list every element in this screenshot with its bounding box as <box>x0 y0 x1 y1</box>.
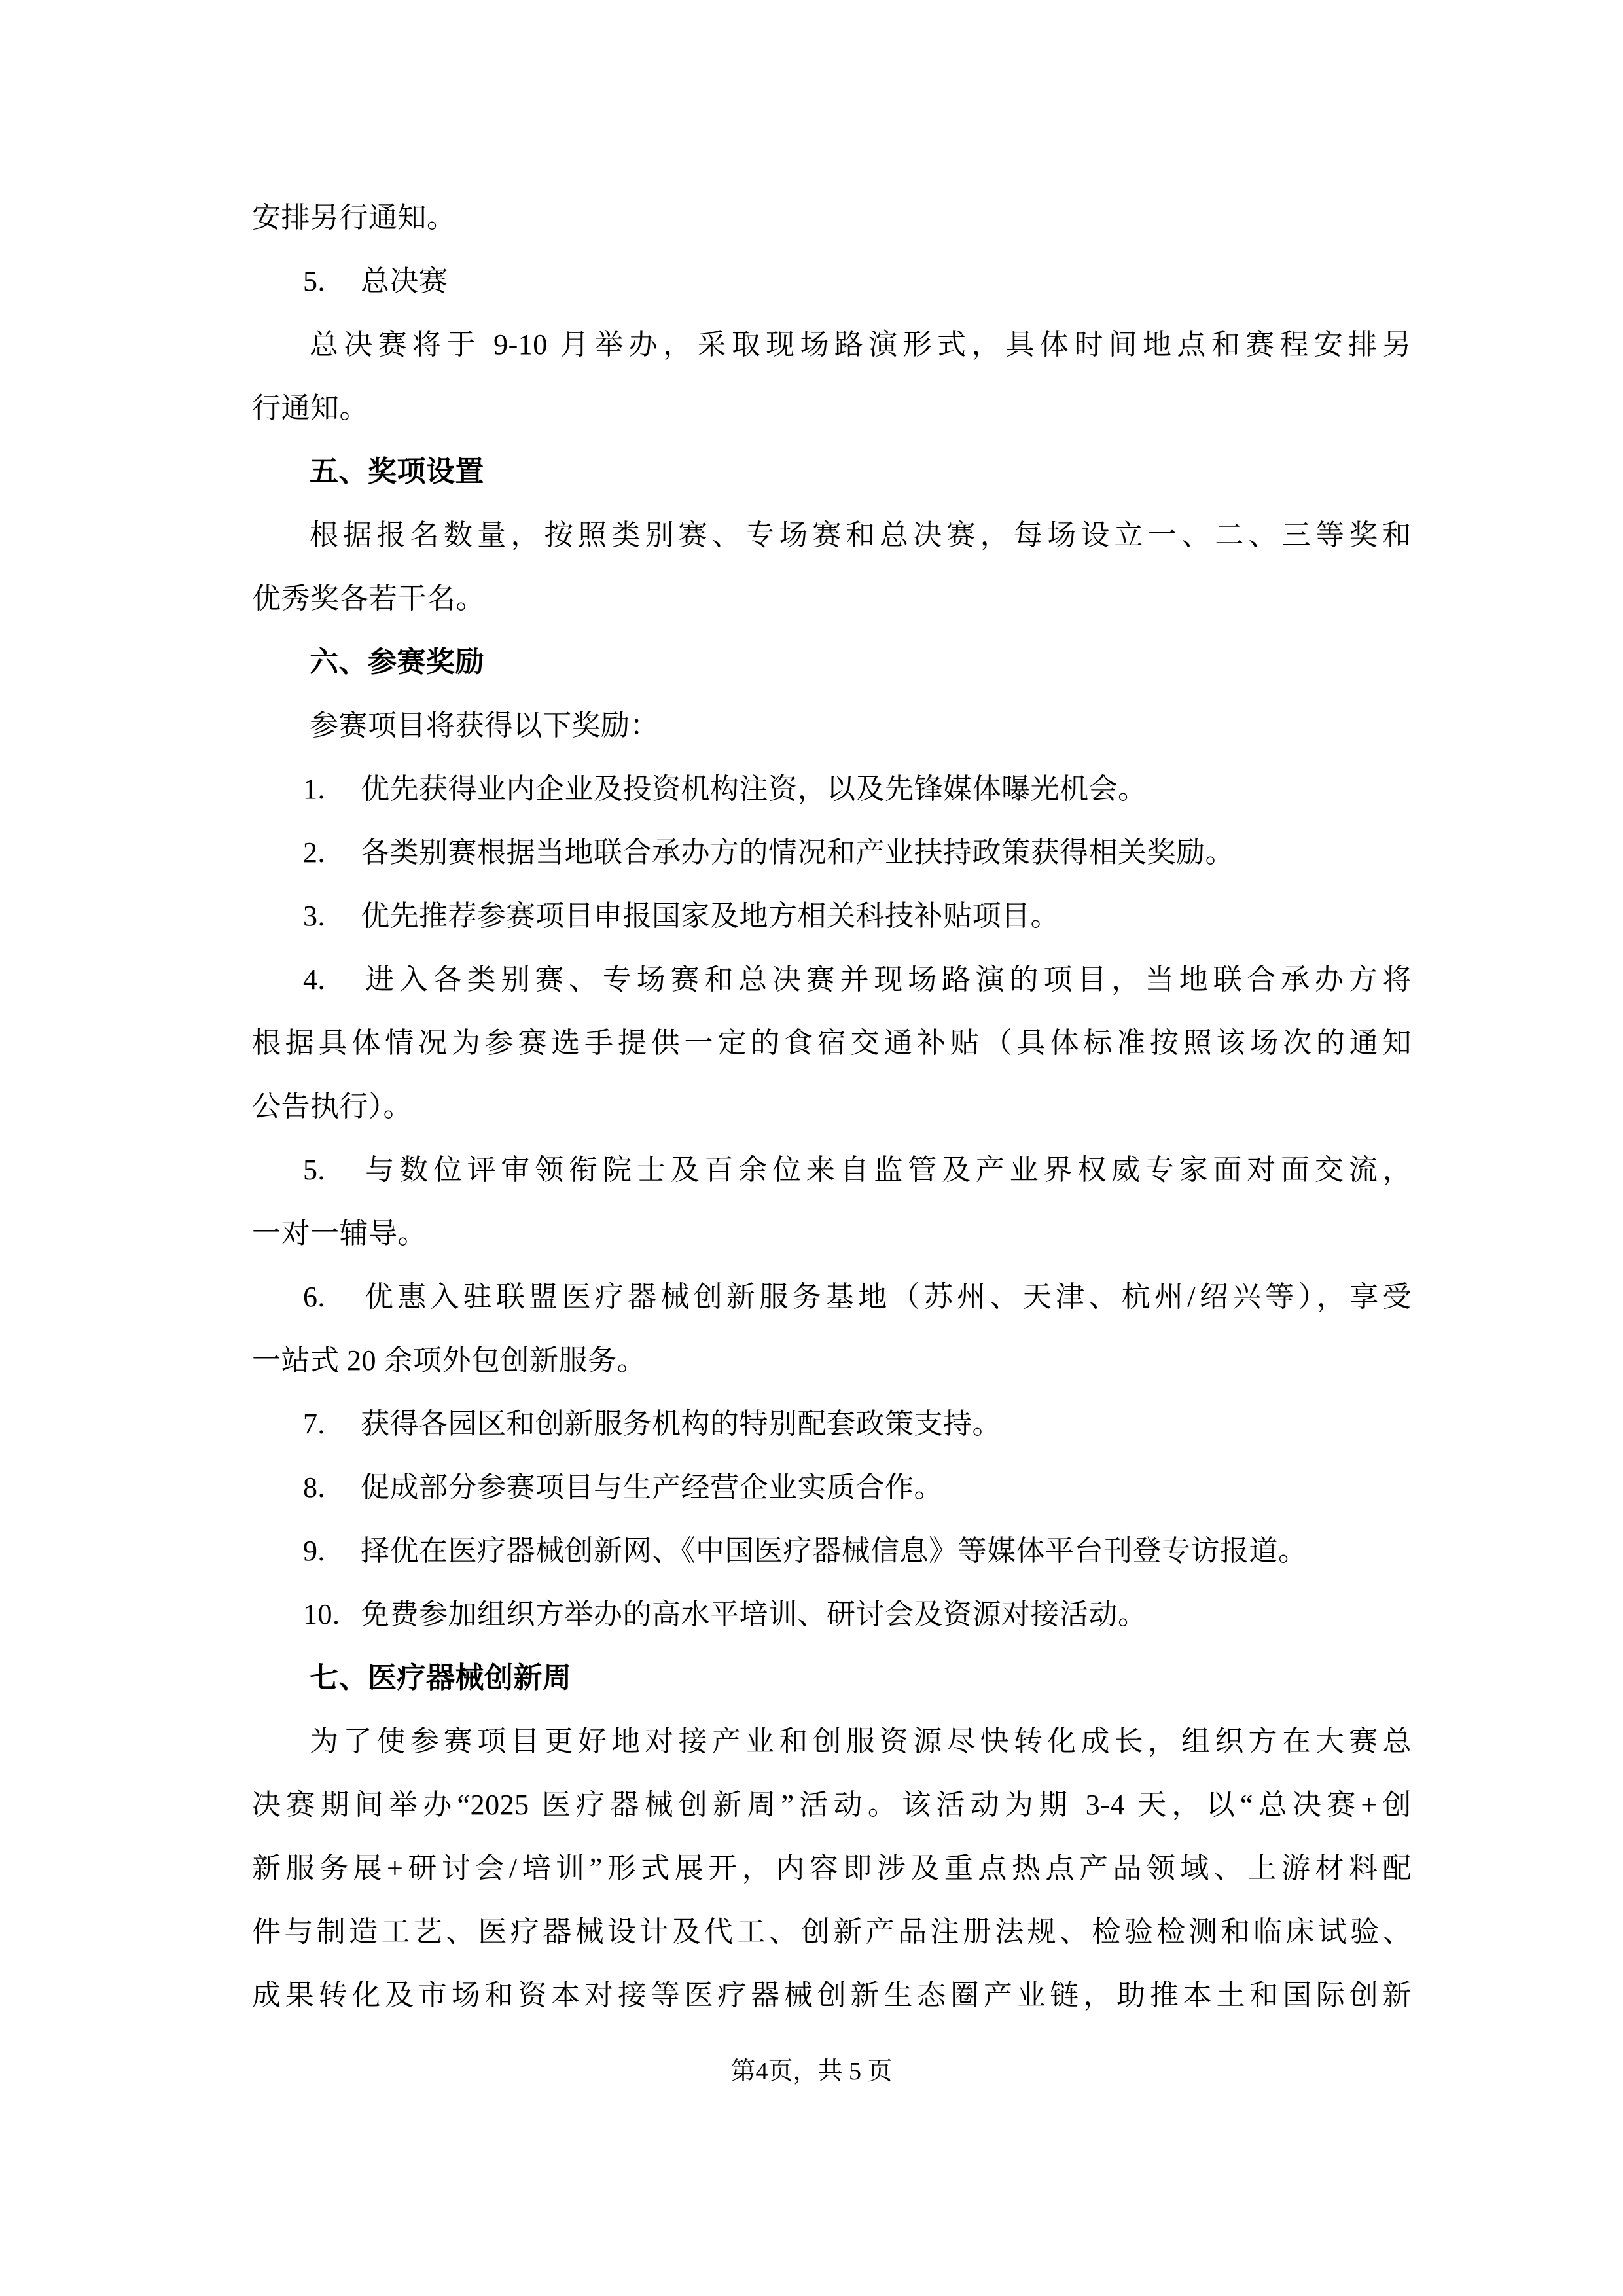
text-line <box>252 1519 1412 1583</box>
text-line: 一站式 20 余项外包创新服务。 <box>252 1344 646 1376</box>
list-number: 6. <box>303 1281 325 1313</box>
list-text: 进入各类别赛、专场赛和总决赛并现场路演的项目，当地联合承办方将 <box>361 963 1412 996</box>
text-line: 一对一辅导。 <box>252 1217 427 1249</box>
list-text: 优惠入驻联盟医疗器械创新服务基地（苏州、天津、杭州/绍兴等），享受 <box>361 1281 1412 1313</box>
list-text: 获得各园区和创新服务机构的特别配套政策支持。 <box>361 1408 1001 1440</box>
list-text: 与数位评审领衔院士及百余位来自监管及产业界权威专家面对面交流， <box>361 1154 1412 1186</box>
list-text: 总决赛 <box>361 265 448 297</box>
text-line <box>252 249 1412 313</box>
list-number: 2. <box>303 836 325 869</box>
text-line: 成果转化及市场和资本对接等医疗器械创新生态圈产业链，助推本土和国际创新 <box>252 1979 1412 2011</box>
list-number: 7. <box>303 1408 325 1440</box>
list-number: 8. <box>303 1471 325 1503</box>
text-line <box>252 884 1412 948</box>
text-line: 行通知。 <box>252 392 368 424</box>
list-number: 4. <box>303 963 325 996</box>
list-text: 免费参加组织方举办的高水平培训、研讨会及资源对接活动。 <box>361 1598 1147 1630</box>
text-line: 根据具体情况为参赛选手提供一定的食宿交通补贴（具体标准按照该场次的通知 <box>252 1027 1412 1059</box>
text-line: 决赛期间举办“2025 医疗器械创新周”活动。该活动为期 3-4 天，以“总决赛+创 <box>252 1789 1412 1821</box>
list-text: 各类别赛根据当地联合承办方的情况和产业扶持政策获得相关奖励。 <box>361 836 1234 869</box>
text-line <box>252 1392 1412 1456</box>
list-number: 3. <box>303 900 325 932</box>
heading-line: 五、奖项设置 <box>310 456 484 488</box>
text-line <box>252 1456 1412 1519</box>
text-line <box>252 1583 1412 1646</box>
text-line: 件与制造工艺、医疗器械设计及代工、创新产品注册法规、检验检测和临床试验、 <box>252 1916 1412 1948</box>
text-line: 安排另行通知。 <box>252 202 456 234</box>
text-line: 总决赛将于 9-10 月举办，采取现场路演形式，具体时间地点和赛程安排另 <box>310 329 1412 361</box>
text-line: 为了使参赛项目更好地对接产业和创服资源尽快转化成长，组织方在大赛总 <box>310 1725 1412 1757</box>
list-number: 10. <box>303 1598 340 1630</box>
list-number: 9. <box>303 1535 325 1567</box>
document-body <box>252 186 1412 2027</box>
text-line: 新服务展+研讨会/培训”形式展开，内容即涉及重点热点产品领域、上游材料配 <box>252 1852 1412 1884</box>
text-line <box>252 757 1412 821</box>
text-line <box>252 821 1412 884</box>
text-line: 优秀奖各若干名。 <box>252 583 485 615</box>
list-text: 择优在医疗器械创新网、《中国医疗器械信息》等媒体平台刊登专访报道。 <box>361 1535 1308 1567</box>
list-number: 5. <box>303 265 325 297</box>
text-line <box>252 1265 1412 1329</box>
list-text: 促成部分参赛项目与生产经营企业实质合作。 <box>361 1471 943 1503</box>
text-line: 公告执行）。 <box>252 1090 412 1122</box>
heading-line: 六、参赛奖励 <box>310 646 484 678</box>
heading-line: 七、医疗器械创新周 <box>310 1662 572 1694</box>
text-line: 参赛项目将获得以下奖励： <box>310 709 659 742</box>
list-number: 5. <box>303 1154 325 1186</box>
text-line: 根据报名数量，按照类别赛、专场赛和总决赛，每场设立一、二、三等奖和 <box>310 519 1412 551</box>
page-footer: 第4页，共 5 页 <box>730 2058 893 2085</box>
text-line <box>252 948 1412 1011</box>
text-line <box>252 1138 1412 1202</box>
list-number: 1. <box>303 773 325 805</box>
list-text: 优先推荐参赛项目申报国家及地方相关科技补贴项目。 <box>361 900 1060 932</box>
list-text: 优先获得业内企业及投资机构注资，以及先锋媒体曝光机会。 <box>361 773 1147 805</box>
